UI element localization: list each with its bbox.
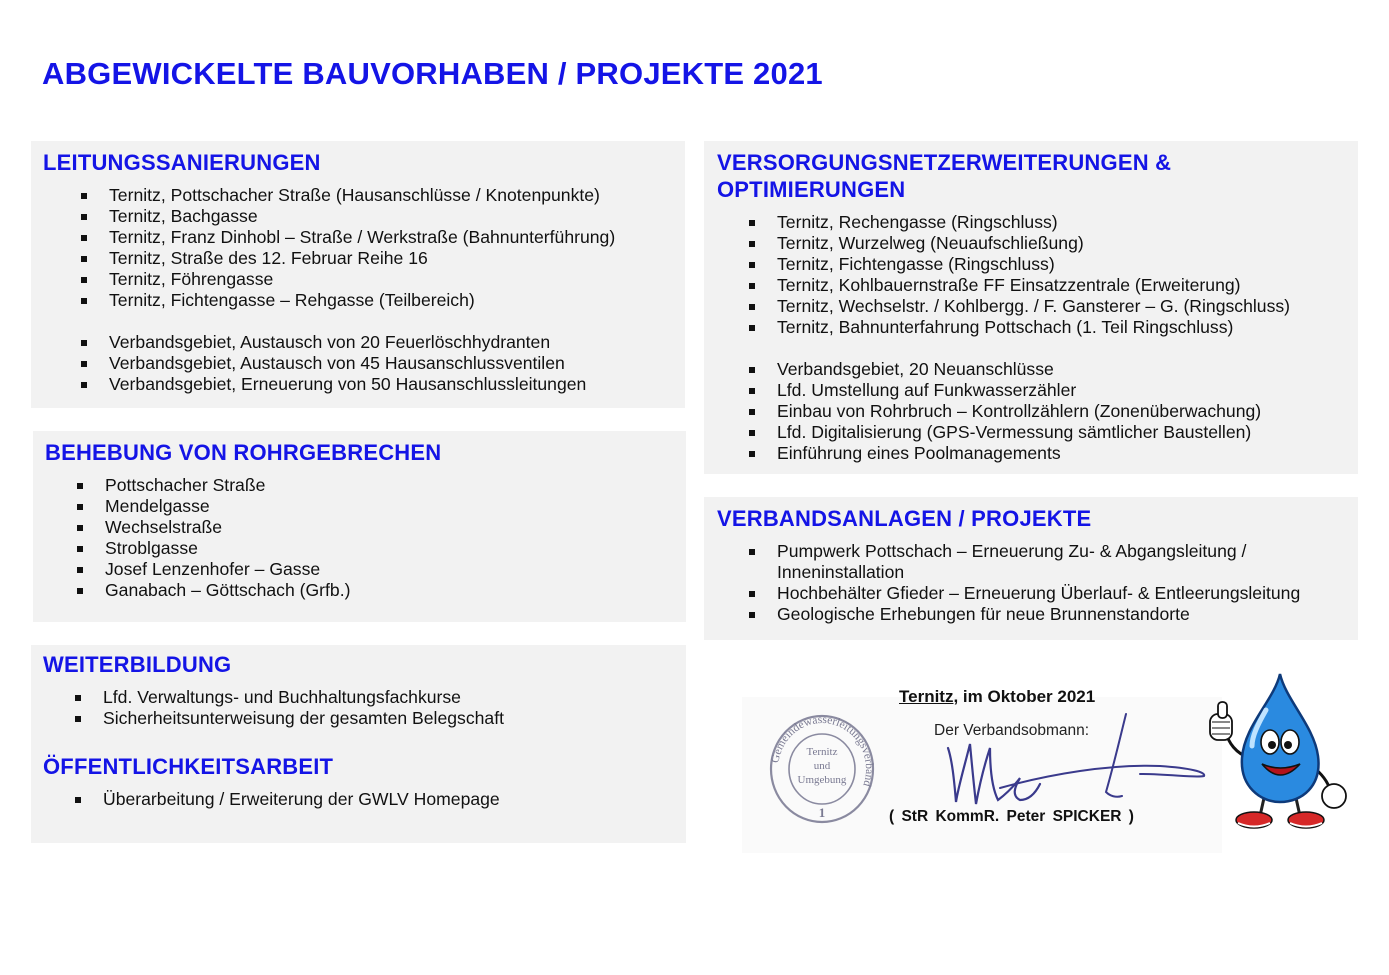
list-item: Einführung eines Poolmanagements: [777, 443, 1290, 464]
date-text: , im Oktober 2021: [953, 687, 1096, 706]
item-list: [777, 212, 1290, 464]
list-item: Wechselstraße: [105, 517, 350, 538]
list-item: Lfd. Umstellung auf Funkwasserzähler: [777, 380, 1290, 401]
stamp-center-line: Umgebung: [797, 774, 847, 786]
list-item: Ternitz, Fichtengasse (Ringschluss): [777, 254, 1290, 275]
list-item: Verbandsgebiet, Austausch von 45 Hausanschlussventilen: [109, 353, 615, 374]
list-item: Überarbeitung / Erweiterung der GWLV Homepage: [103, 789, 500, 809]
list-item: Lfd. Verwaltungs- und Buchhaltungsfachkurse: [103, 687, 504, 708]
stamp-ring-text: Gemeindewasserleitungsverband: [769, 713, 876, 788]
page-title: ABGEWICKELTE BAUVORHABEN / PROJEKTE 2021: [42, 56, 823, 91]
official-stamp-icon: [768, 713, 876, 825]
list-item: Hochbehälter Gfieder – Erneuerung Überlauf- & Entleerungsleitung: [777, 583, 1301, 603]
section-heading-oeffentlichkeitsarbeit: ÖFFENTLICHKEITSARBEIT: [43, 754, 334, 779]
list-item: Verbandsgebiet, Austausch von 20 Feuerlöschhydranten: [109, 332, 615, 353]
item-list: [109, 185, 615, 395]
section-leitungssanierungen: [31, 141, 685, 408]
list-item: Ganabach – Göttschach (Grfb.): [105, 580, 351, 600]
signature-place-date: [899, 687, 1095, 707]
stamp-number: 1: [818, 805, 826, 820]
section-heading: LEITUNGSSANIERUNGEN: [43, 150, 321, 175]
list-item: Pottschacher Straße: [105, 475, 350, 496]
heading-line: VERSORGUNGSNETZERWEITERUNGEN &: [717, 150, 1172, 175]
place-name: Ternitz: [899, 687, 954, 706]
signatory-name: ( StR KommR. Peter SPICKER ): [889, 808, 1134, 825]
item-list: [105, 475, 350, 601]
item-list: [103, 687, 504, 729]
list-item: Sicherheitsunterweisung der gesamten Belegschaft: [103, 708, 504, 728]
section-weiterbildung: [31, 645, 686, 843]
signature-role: Der Verbandsobmann:: [934, 722, 1090, 739]
list-item: Ternitz, Straße des 12. Februar Reihe 16: [109, 248, 615, 269]
list-item-line: Inneninstallation: [777, 562, 905, 582]
list-item: Mendelgasse: [105, 496, 350, 517]
list-item: Josef Lenzenhofer – Gasse: [105, 559, 350, 580]
list-item: Stroblgasse: [105, 538, 350, 559]
item-list: [777, 541, 1300, 625]
section-heading: [717, 149, 1171, 203]
list-item: Ternitz, Kohlbauernstraße FF Einsatzzentrale (Erweiterung): [777, 275, 1290, 296]
section-heading: WEITERBILDUNG: [43, 652, 232, 677]
heading-line: OPTIMIERUNGEN: [717, 177, 906, 202]
list-item: Einbau von Rohrbruch – Kontrollzählern (Zonenüberwachung): [777, 401, 1290, 422]
list-item: Ternitz, Fichtengasse – Rehgasse (Teilbereich): [109, 290, 615, 311]
list-item: Verbandsgebiet, Erneuerung von 50 Hausanschlussleitungen: [109, 374, 615, 395]
list-item: Ternitz, Rechengasse (Ringschluss): [777, 212, 1290, 233]
section-versorgungsnetz: [704, 141, 1358, 474]
handwritten-signature-icon: [940, 708, 1210, 814]
list-item: Ternitz, Föhrengasse: [109, 269, 615, 290]
list-item: Ternitz, Wechselstr. / Kohlbergg. / F. Gansterer – G. (Ringschluss): [777, 296, 1291, 316]
section-verbandsanlagen: [704, 497, 1358, 640]
list-item: Lfd. Digitalisierung (GPS-Vermessung sämtlicher Baustellen): [777, 422, 1290, 443]
stamp-center-line: Ternitz: [806, 746, 838, 758]
list-item: [777, 541, 1300, 583]
list-item-line: Pumpwerk Pottschach – Erneuerung Zu- & Abgangsleitung /: [777, 541, 1247, 561]
item-list: [103, 789, 500, 810]
list-item: Ternitz, Wurzelweg (Neuaufschließung): [777, 233, 1290, 254]
section-heading: BEHEBUNG VON ROHRGEBRECHEN: [45, 440, 442, 465]
section-rohrgebrechen: [33, 431, 686, 622]
list-item: Ternitz, Bachgasse: [109, 206, 615, 227]
list-item: Verbandsgebiet, 20 Neuanschlüsse: [777, 359, 1290, 380]
water-drop-mascot-icon: [1204, 670, 1350, 836]
section-heading: VERBANDSANLAGEN / PROJEKTE: [717, 506, 1092, 531]
list-item: Ternitz, Pottschacher Straße (Hausanschlüsse / Knotenpunkte): [109, 185, 615, 206]
list-item: Ternitz, Bahnunterfahrung Pottschach (1. Teil Ringschluss): [777, 317, 1290, 338]
stamp-center-line: und: [813, 760, 831, 772]
list-item: Ternitz, Franz Dinhobl – Straße / Werkstraße (Bahnunterführung): [109, 227, 616, 247]
list-item: Geologische Erhebungen für neue Brunnenstandorte: [777, 604, 1300, 625]
